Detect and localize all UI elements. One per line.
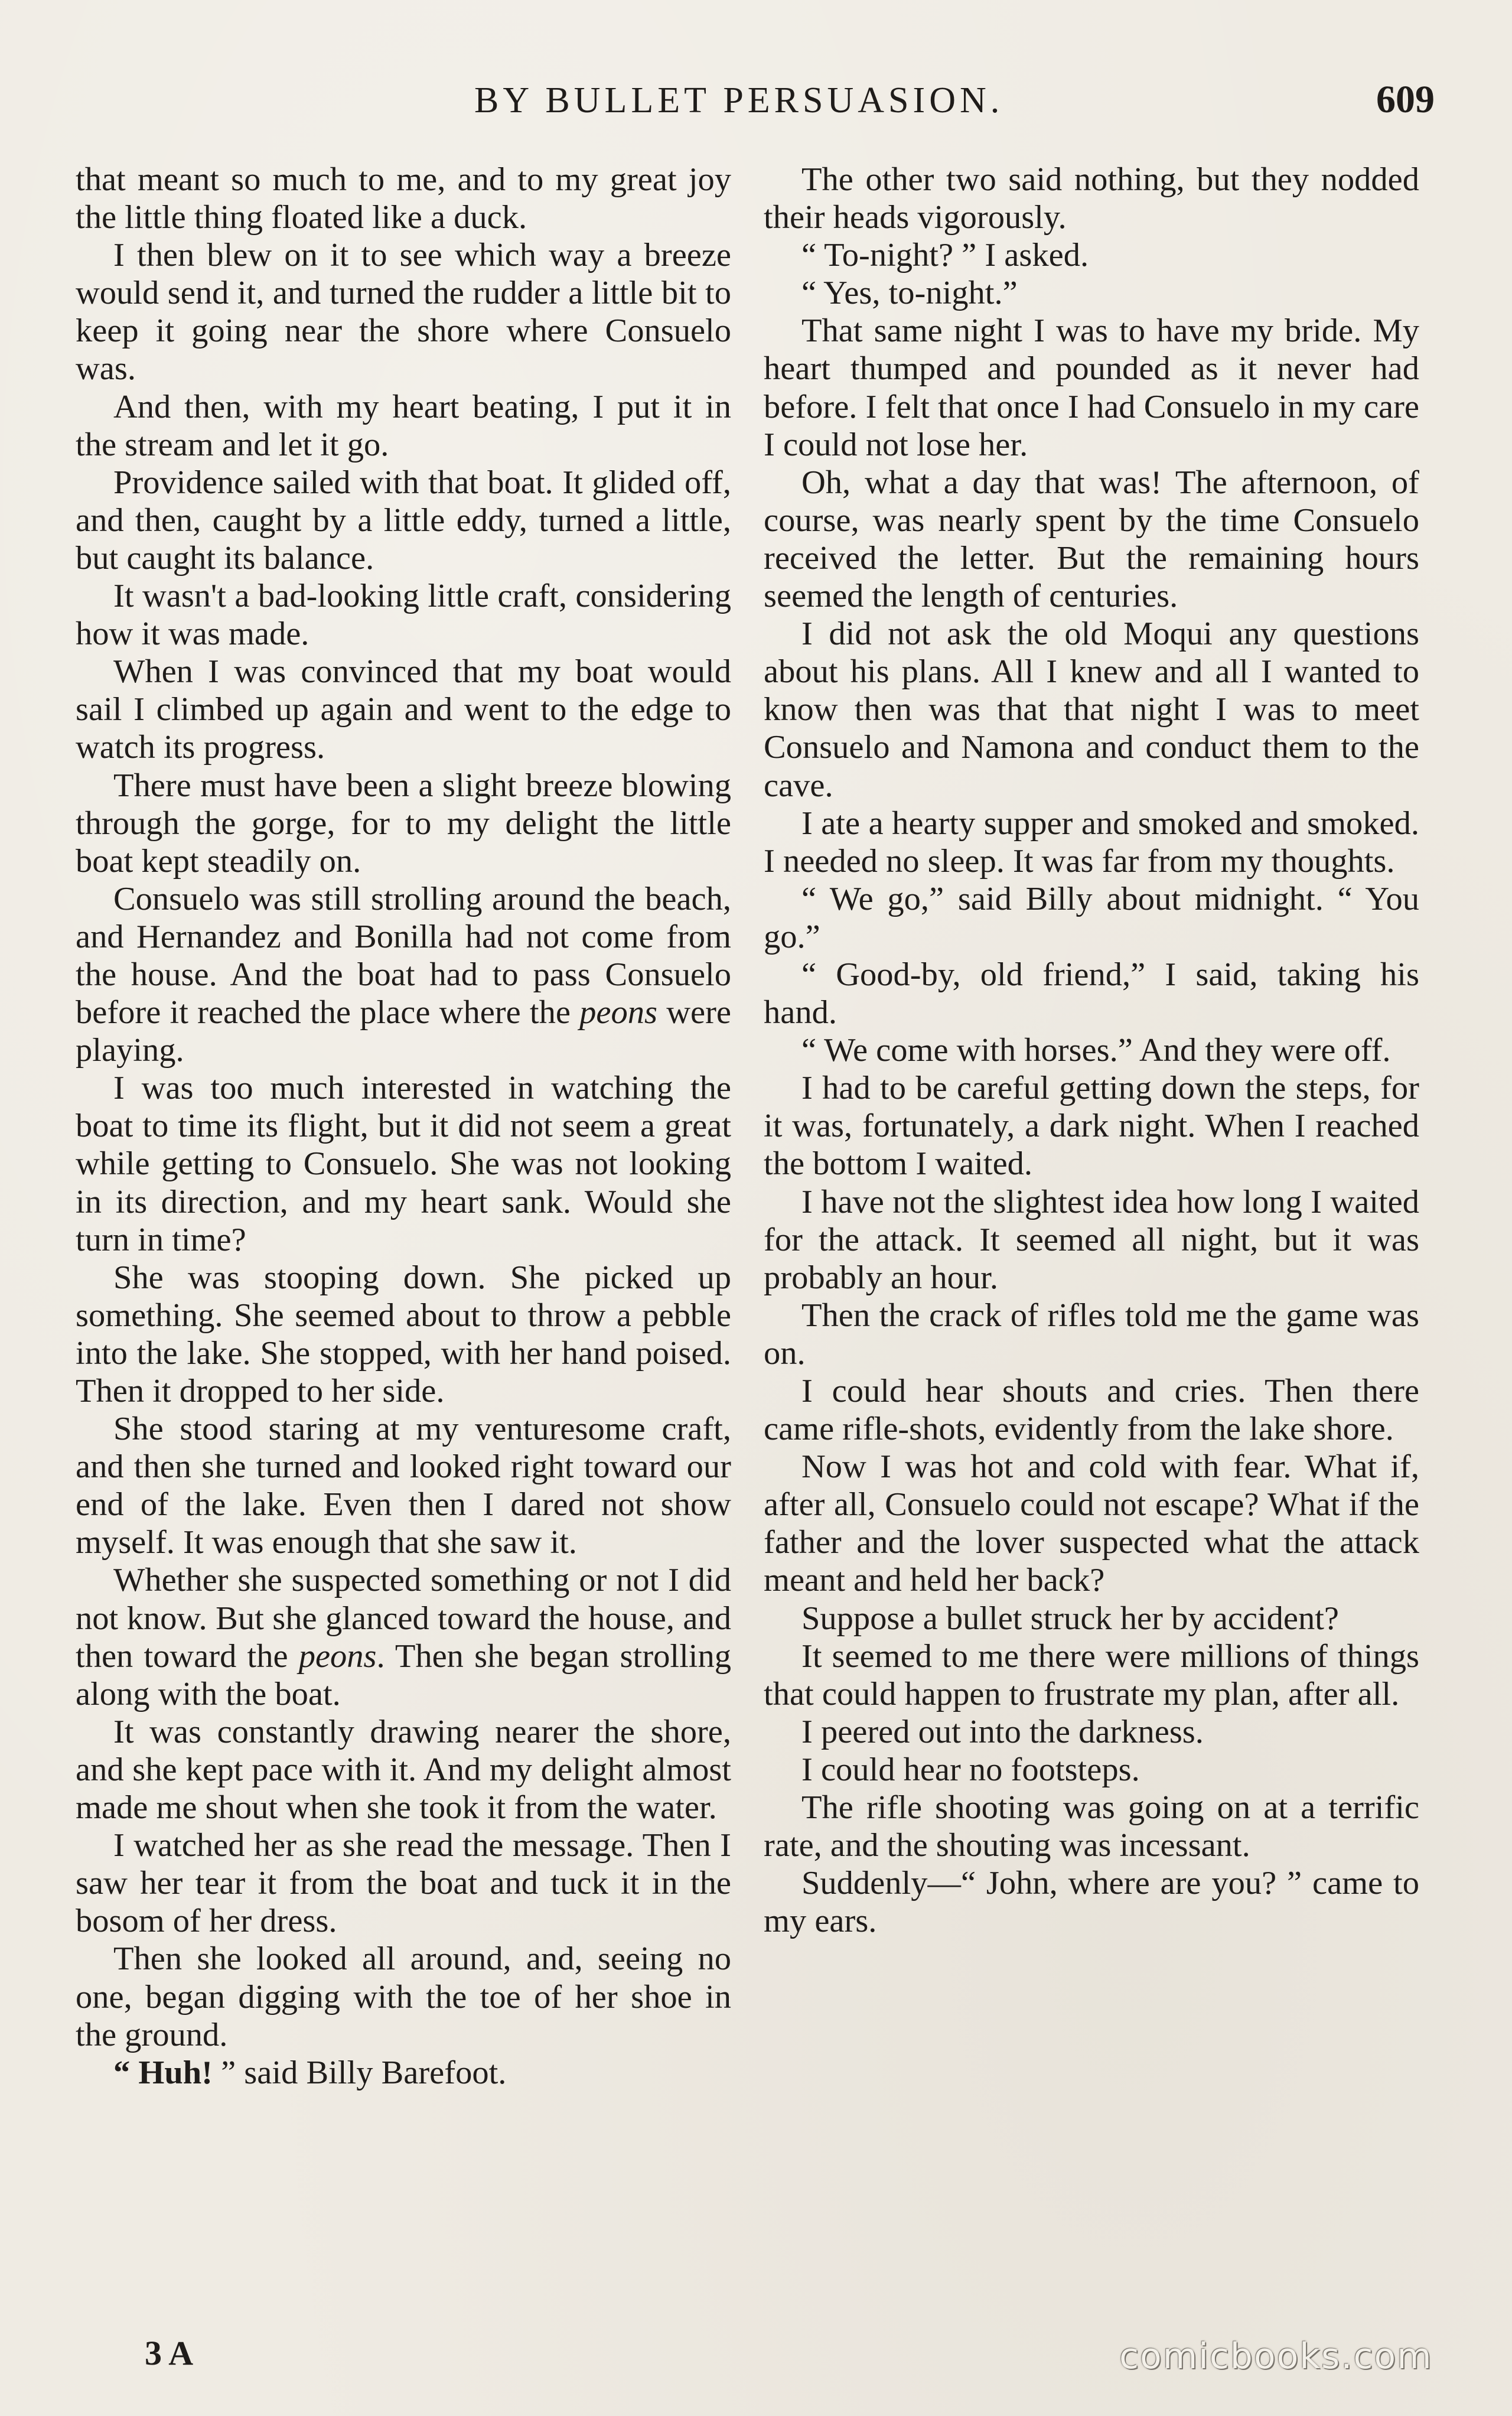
paragraph: “ We go,” said Billy about midnight. “ You go.” [764,880,1419,955]
paragraph: Suddenly—“ John, where are you? ” came to my ears. [764,1865,1419,1940]
paragraph: I then blew on it to see which way a breeze would send it, and turned the rudder a little bit to keep it going near the shore where Consuelo was. [76,237,731,388]
paragraph: Whether she suspected something or not I did not know. But she glanced toward the house, and then toward the peons. Then she began strolling along with the boat. [76,1562,731,1712]
paragraph: I watched her as she read the message. Then I saw her tear it from the boat and tuck it in the bosom of her dress. [76,1827,731,1940]
italic-word: peons [298,1637,377,1675]
paragraph: Suppose a bullet struck her by accident? [801,1600,1339,1637]
italic-word: peons [579,994,657,1031]
paragraph: I have not the slightest idea how long I waited for the attack. It seemed all night, but it was probably an hour. [764,1183,1419,1296]
paragraph: “ We come with horses.” And they were off. [801,1032,1391,1069]
paragraph: “ Good-by, old friend,” I said, taking his hand. [764,956,1419,1031]
paragraph: “ To-night? ” I asked. [801,237,1089,274]
paragraph: Consuelo was still strolling around the beach, and Hernandez and Bonilla had not come from the house. And the boat had to pass Consuelo before it reached the place where the peons were playing. [76,880,731,1069]
paragraph: I did not ask the old Moqui any questions about his plans. All I knew and all I wanted to know then was that that night I was to meet Consuelo and Namona and conduct them to the cave. [764,616,1419,804]
signature-mark: 3 A [145,2334,194,2372]
paragraph: The rifle shooting was going on at a terrific rate, and the shouting was incessant. [764,1789,1419,1864]
paragraph: The other two said nothing, but they nodded their heads vigorously. [764,161,1419,236]
paragraph: Now I was hot and cold with fear. What if, after all, Consuelo could not escape? What if the father and the lover suspected what the attack meant and held her back? [764,1448,1419,1599]
exclamation-huh: “ Huh! [113,2054,213,2091]
paragraph: It wasn't a bad-looking little craft, considering how it was made. [76,578,731,653]
paragraph: She was stooping down. She picked up something. She seemed about to throw a pebble into the lake. She stopped, with her hand poised. Then it dropped to her side. [76,1259,731,1409]
paragraph: Providence sailed with that boat. It glided off, and then, caught by a little eddy, turned a little, but caught its balance. [76,464,731,577]
paragraph: I could hear shouts and cries. Then there came rifle-shots, evidently from the lake shore. [764,1373,1419,1448]
paragraph: Then the crack of rifles told me the game was on. [764,1297,1419,1372]
paragraph: It was constantly drawing nearer the shore, and she kept pace with it. And my delight almost made me shout when she took it from the water. [76,1713,731,1826]
paragraph: Then she looked all around, and, seeing no one, began digging with the toe of her shoe in the ground. [76,1940,731,2053]
watermark: comicbooks.com [1119,2336,1433,2377]
paragraph: “ Yes, to-night.” [801,275,1018,312]
paragraph: It seemed to me there were millions of things that could happen to frustrate my plan, after all. [764,1637,1419,1712]
paragraph-huh [76,2054,731,2092]
attribution-text: ” said Billy Barefoot. [212,2054,507,2091]
running-title: BY BULLET PERSUASION. [474,80,1004,121]
paragraph: I peered out into the darkness. [801,1713,1204,1750]
paragraph: She stood staring at my venturesome craft, and then she turned and looked right toward our end of the lake. Even then I dared not show myself. It was enough that she saw it. [76,1411,731,1561]
right-column [764,161,1419,1940]
paragraph: I ate a hearty supper and smoked and smoked. I needed no sleep. It was far from my thoughts. [764,805,1419,880]
paragraph: I had to be careful getting down the steps, for it was, fortunately, a dark night. When I reached the bottom I waited. [764,1070,1419,1183]
paragraph: Oh, what a day that was! The afternoon, of course, was nearly spent by the time Consuelo received the letter. But the remaining hours seemed the length of centuries. [764,464,1419,615]
page-number: 609 [1376,78,1435,121]
paragraph: I could hear no footsteps. [801,1751,1140,1788]
paragraph: that meant so much to me, and to my great joy the little thing floated like a duck. [76,161,731,236]
left-column [76,161,731,2092]
paragraph: When I was convinced that my boat would sail I climbed up again and went to the edge to watch its progress. [76,653,731,766]
paragraph: I was too much interested in watching the boat to time its flight, but it did not seem a great while getting to Consuelo. She was not looking in its direction, and my heart sank. Would she turn in time? [76,1070,731,1258]
paragraph: There must have been a slight breeze blowing through the gorge, for to my delight the little boat kept steadily on. [76,767,731,880]
paragraph: And then, with my heart beating, I put it in the stream and let it go. [76,388,731,463]
paragraph: That same night I was to have my bride. My heart thumped and pounded as it never had before. I felt that once I had Consuelo in my care I could not lose her. [764,312,1419,463]
